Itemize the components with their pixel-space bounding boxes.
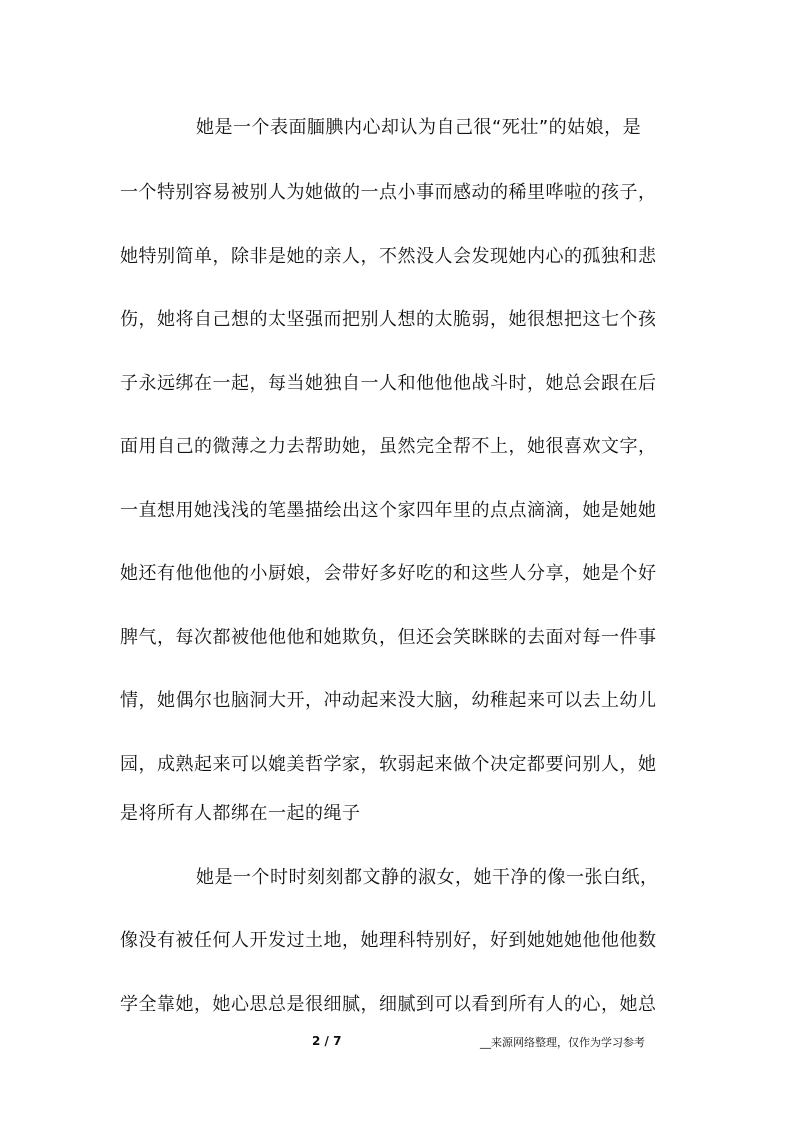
- paragraph-1-line-7: 一直想用她浅浅的笔墨描绘出这个家四年里的点点滴滴，她是她她: [120, 500, 657, 521]
- paragraph-1-line-10: 情，她偶尔也脑洞大开，冲动起来没大脑，幼稚起来可以去上幼儿: [120, 690, 657, 711]
- paragraph-1-line-4: 伤，她将自己想的太坚强而把别人想的太脆弱，她很想把这七个孩: [120, 309, 657, 330]
- page-number: 2 / 7: [312, 1034, 342, 1048]
- paragraph-1-line-5: 子永远绑在一起，每当她独自一人和他他他战斗时，她总会跟在后: [120, 373, 657, 394]
- paragraph-2-line-2: 像没有被任何人开发过土地，她理科特别好，好到她她她他他他数: [120, 930, 657, 951]
- footer-note: __来源网络整理，仅作为学习参考: [480, 1036, 645, 1049]
- paragraph-1-line-2: 一个特别容易被别人为她做的一点小事而感动的稀里哗啦的孩子，: [120, 182, 657, 203]
- paragraph-1-line-6: 面用自己的微薄之力去帮助她，虽然完全帮不上，她很喜欢文字，: [120, 436, 657, 457]
- paragraph-1-line-9: 脾气，每次都被他他他和她欺负，但还会笑眯眯的去面对每一件事: [120, 627, 657, 648]
- paragraph-2-line-1: 她是一个时时刻刻都文静的淑女，她干净的像一张白纸，: [196, 867, 659, 888]
- paragraph-1-line-1: 她是一个表面腼腆内心却认为自己很“死壮”的姑娘，是: [196, 117, 642, 138]
- paragraph-1-line-12: 是将所有人都绑在一起的绳子: [120, 803, 361, 824]
- paragraph-1-line-11: 园，成熟起来可以媲美哲学家，软弱起来做个决定都要问别人，她: [120, 754, 657, 775]
- paragraph-1-line-3: 她特别简单，除非是她的亲人，不然没人会发现她内心的孤独和悲: [120, 246, 657, 267]
- paragraph-2-line-3: 学全靠她，她心思总是很细腻，细腻到可以看到所有人的心，她总: [120, 994, 657, 1015]
- paragraph-1-line-8: 她还有他他他的小厨娘，会带好多好吃的和这些人分享，她是个好: [120, 563, 657, 584]
